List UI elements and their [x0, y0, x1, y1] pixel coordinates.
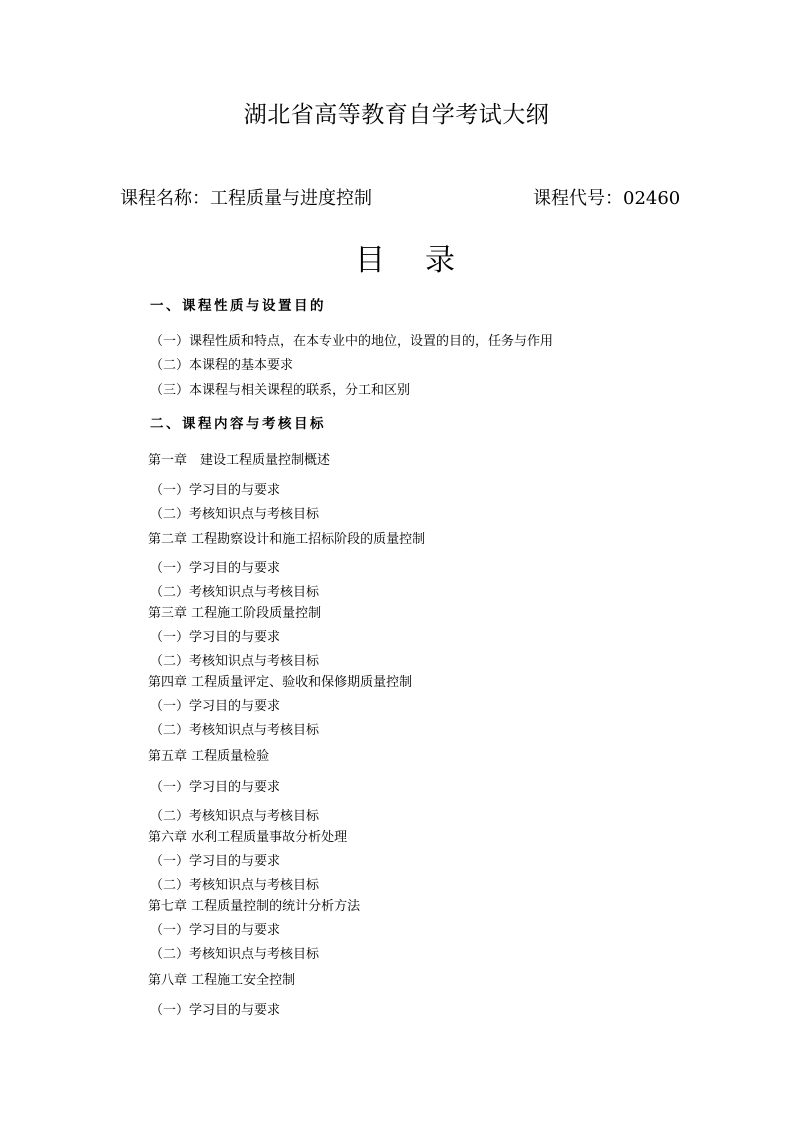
- toc-item: （二）考核知识点与考核目标: [150, 809, 320, 824]
- chapter-title: 第五章 工程质量检验: [148, 749, 270, 764]
- toc-item: （二）考核知识点与考核目标: [150, 878, 320, 893]
- toc-item: （三）本课程与相关课程的联系，分工和区别: [150, 383, 411, 398]
- toc-item: （一）学习目的与要求: [150, 1003, 281, 1018]
- toc-heading: [355, 243, 455, 278]
- toc-item: （一）学习目的与要求: [150, 780, 281, 795]
- toc-item: （一）学习目的与要求: [150, 699, 281, 714]
- document-title: 湖北省高等教育自学考试大纲: [243, 102, 550, 128]
- toc-item: （二）考核知识点与考核目标: [150, 507, 320, 522]
- chapter-title: 第四章 工程质量评定、验收和保修期质量控制: [148, 675, 413, 690]
- section-heading: 二、课程内容与考核目标: [150, 416, 326, 432]
- chapter-title: 第七章 工程质量控制的统计分析方法: [148, 899, 361, 914]
- toc-item: （二）考核知识点与考核目标: [150, 585, 320, 600]
- toc-item: （一）学习目的与要求: [150, 630, 281, 645]
- chapter-title: 第二章 工程勘察设计和施工招标阶段的质量控制: [148, 532, 426, 547]
- course-code: 课程代号：02460: [533, 188, 681, 209]
- toc-item: （一）学习目的与要求: [150, 561, 281, 576]
- toc-heading-char-1: 目: [355, 243, 385, 278]
- chapter-title: 第六章 水利工程质量事故分析处理: [148, 830, 348, 845]
- chapter-title: 第一章 建设工程质量控制概述: [148, 453, 331, 468]
- toc-item: （一）学习目的与要求: [150, 923, 281, 938]
- toc-heading-char-2: 录: [425, 243, 455, 278]
- chapter-title: 第八章 工程施工安全控制: [148, 973, 296, 988]
- toc-item: （一）课程性质和特点，在本专业中的地位，设置的目的，任务与作用: [150, 334, 554, 349]
- toc-item: （二）本课程的基本要求: [150, 358, 294, 373]
- toc-item: （一）学习目的与要求: [150, 483, 281, 498]
- section-heading: 一、课程性质与设置目的: [150, 298, 326, 314]
- toc-item: （二）考核知识点与考核目标: [150, 947, 320, 962]
- toc-item: （二）考核知识点与考核目标: [150, 654, 320, 669]
- toc-item: （二）考核知识点与考核目标: [150, 723, 320, 738]
- course-name: 课程名称：工程质量与进度控制: [120, 188, 372, 209]
- chapter-title: 第三章 工程施工阶段质量控制: [148, 606, 322, 621]
- toc-item: （一）学习目的与要求: [150, 854, 281, 869]
